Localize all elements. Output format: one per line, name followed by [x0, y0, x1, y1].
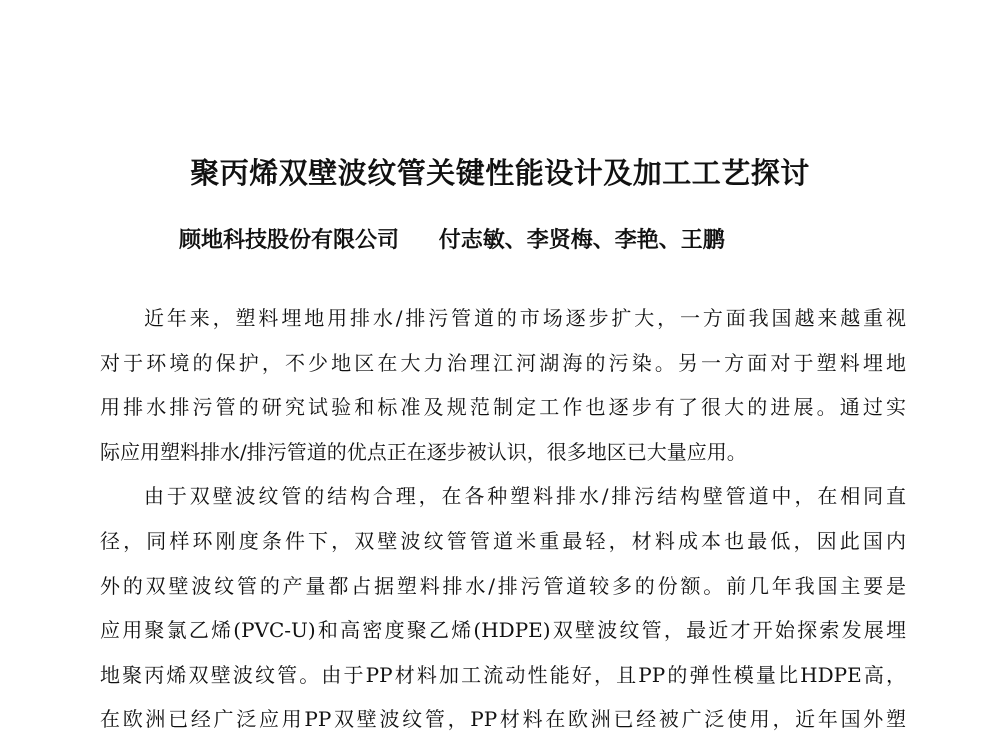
paper-title: 聚丙烯双壁波纹管关键性能设计及加工工艺探讨	[190, 156, 810, 190]
text-line: 近年来，塑料埋地用排水/排污管道的市场逐步扩大，一方面我国越来越重视	[144, 306, 906, 330]
author-names: 付志敏、李贤梅、李艳、王鹏	[438, 227, 725, 253]
text-line: 径，同样环刚度条件下，双壁波纹管管道米重最轻，材料成本也最低，因此国内	[100, 528, 906, 553]
author-line	[179, 223, 879, 254]
body-text	[100, 296, 906, 742]
text-line: 在欧洲已经广泛应用PP双壁波纹管，PP材料在欧洲已经被广泛使用，近年国外塑	[100, 707, 906, 732]
text-line: 对于环境的保护，不少地区在大力治理江河湖海的污染。另一方面对于塑料埋地	[100, 350, 906, 375]
text-line: 应用聚氯乙烯(PVC-U)和高密度聚乙烯(HDPE)双壁波纹管，最近才开始探索发展埋	[100, 618, 906, 643]
text-line: 用排水排污管的研究试验和标准及规范制定工作也逐步有了很大的进展。通过实	[100, 395, 906, 420]
text-line: 外的双壁波纹管的产量都占据塑料排水/排污管道较多的份额。前几年我国主要是	[100, 573, 906, 598]
text-line: 际应用塑料排水/排污管道的优点正在逐步被认识，很多地区已大量应用。	[100, 439, 747, 464]
text-line: 地聚丙烯双壁波纹管。由于PP材料加工流动性能好，且PP的弹性模量比HDPE高，	[100, 662, 906, 687]
organization: 顾地科技股份有限公司	[179, 227, 400, 253]
text-line: 由于双壁波纹管的结构合理，在各种塑料排水/排污结构壁管道中，在相同直	[144, 484, 906, 509]
